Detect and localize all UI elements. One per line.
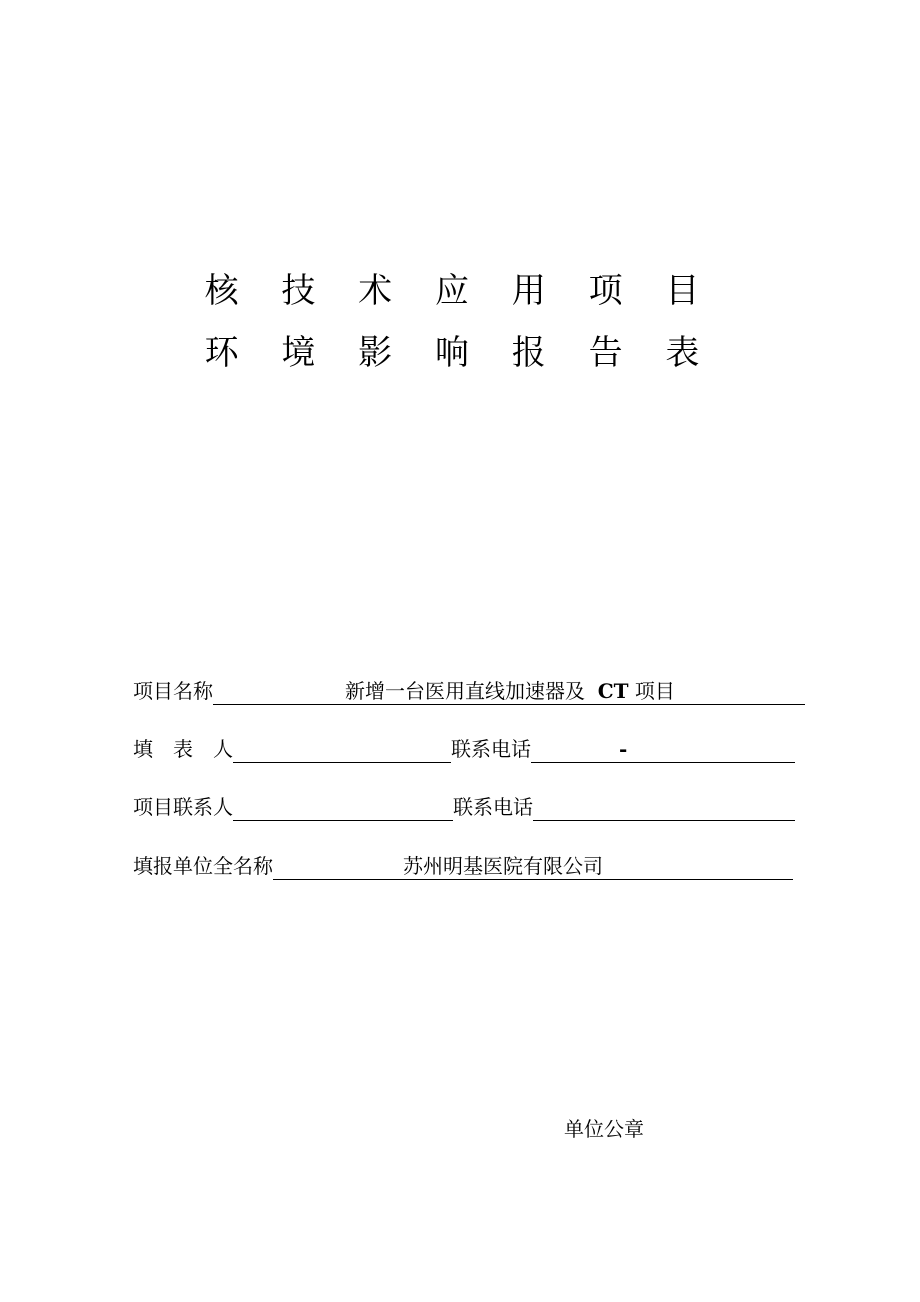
project-name-label: 项目名称 — [133, 679, 213, 703]
project-contact-phone-label: 联系电话 — [453, 795, 533, 819]
reporting-unit-value: 苏州明基医院有限公司 — [403, 854, 603, 878]
project-name-value-main: 新增一台医用直线加速器及 — [345, 679, 585, 703]
unit-seal-label: 单位公章 — [564, 1117, 644, 1141]
filler-phone-label: 联系电话 — [451, 737, 531, 761]
project-name-value — [345, 679, 675, 703]
project-contact-row — [133, 791, 795, 821]
project-contact-label: 项目联系人 — [133, 795, 233, 819]
filler-label: 填 表 人 — [133, 737, 233, 761]
filler-field — [233, 738, 451, 763]
reporting-unit-field — [273, 855, 793, 880]
reporting-unit-row — [133, 850, 793, 880]
project-contact-field — [233, 796, 453, 821]
project-name-row — [133, 675, 805, 705]
filler-phone-field — [531, 738, 795, 763]
project-contact-phone-field — [533, 796, 795, 821]
project-name-value-suffix: 项目 — [634, 679, 675, 703]
project-name-field — [213, 680, 805, 705]
reporting-unit-label: 填报单位全名称 — [133, 854, 273, 878]
filler-row — [133, 733, 795, 763]
document-title-line-2: 环 境 影 响 报 告 表 — [204, 333, 716, 373]
document-title-line-1: 核 技 术 应 用 项 目 — [204, 271, 716, 311]
project-name-value-ct: CT — [597, 679, 629, 703]
filler-phone-value: - — [619, 737, 628, 761]
